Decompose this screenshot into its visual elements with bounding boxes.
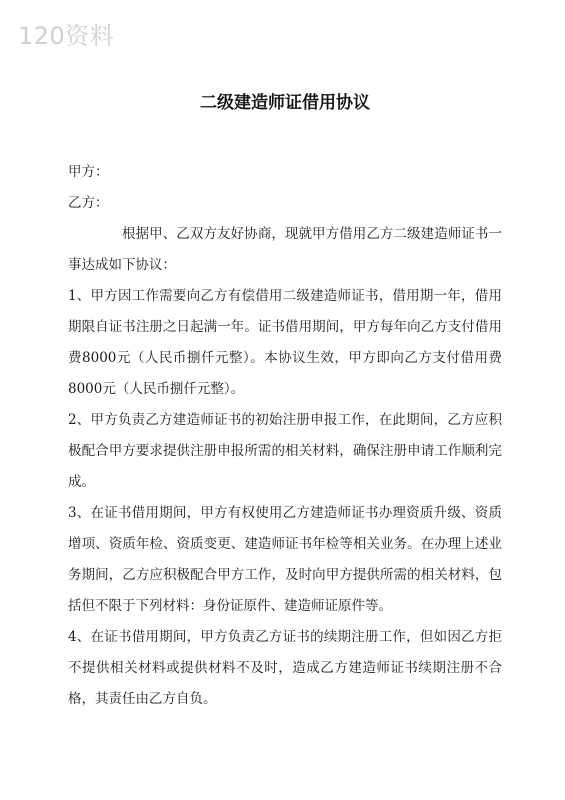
clause-2-paragraph: 2、甲方负责乙方建造师证书的初始注册申报工作，在此期间，乙方应积极配合甲方要求提供注册申报所需的相关材料，确保注册申请工作顺利完成。 bbox=[68, 412, 502, 490]
clause-1-paragraph: 1、甲方因工作需要向乙方有偿借用二级建造师证书，借用期一年，借用期限自证书注册之日起满一年。证书借用期间，甲方每年向乙方支付借用费8000元（人民币捌仟元整）。本协议生效，甲方即向乙方支付借用费8000元（人民币捌仟元整）。 bbox=[68, 288, 502, 397]
document-title: 二级建造师证借用协议 bbox=[200, 93, 370, 113]
clause-3-paragraph: 3、在证书借用期间，甲方有权使用乙方建造师证书办理资质升级、资质增项、资质年检、资质变更、建造师证书年检等相关业务。在办理上述业务期间，乙方应积极配合甲方工作，及时向甲方提供所需的相关材料，包括但不限于下列材料：身份证原件、建造师证原件等。 bbox=[68, 505, 502, 614]
document-page bbox=[68, 88, 502, 715]
preamble-paragraph: 根据甲、乙双方友好协商，现就甲方借用乙方二级建造师证书一事达成如下协议： bbox=[68, 226, 502, 273]
party-b-label: 乙方： bbox=[68, 195, 109, 211]
watermark: 120资料 bbox=[18, 22, 115, 50]
party-a-label: 甲方： bbox=[68, 164, 109, 180]
clause-4-paragraph: 4、在证书借用期间，甲方负责乙方证书的续期注册工作，但如因乙方拒不提供相关材料或提供材料不及时，造成乙方建造师证书续期注册不合格，其责任由乙方自负。 bbox=[68, 629, 502, 707]
